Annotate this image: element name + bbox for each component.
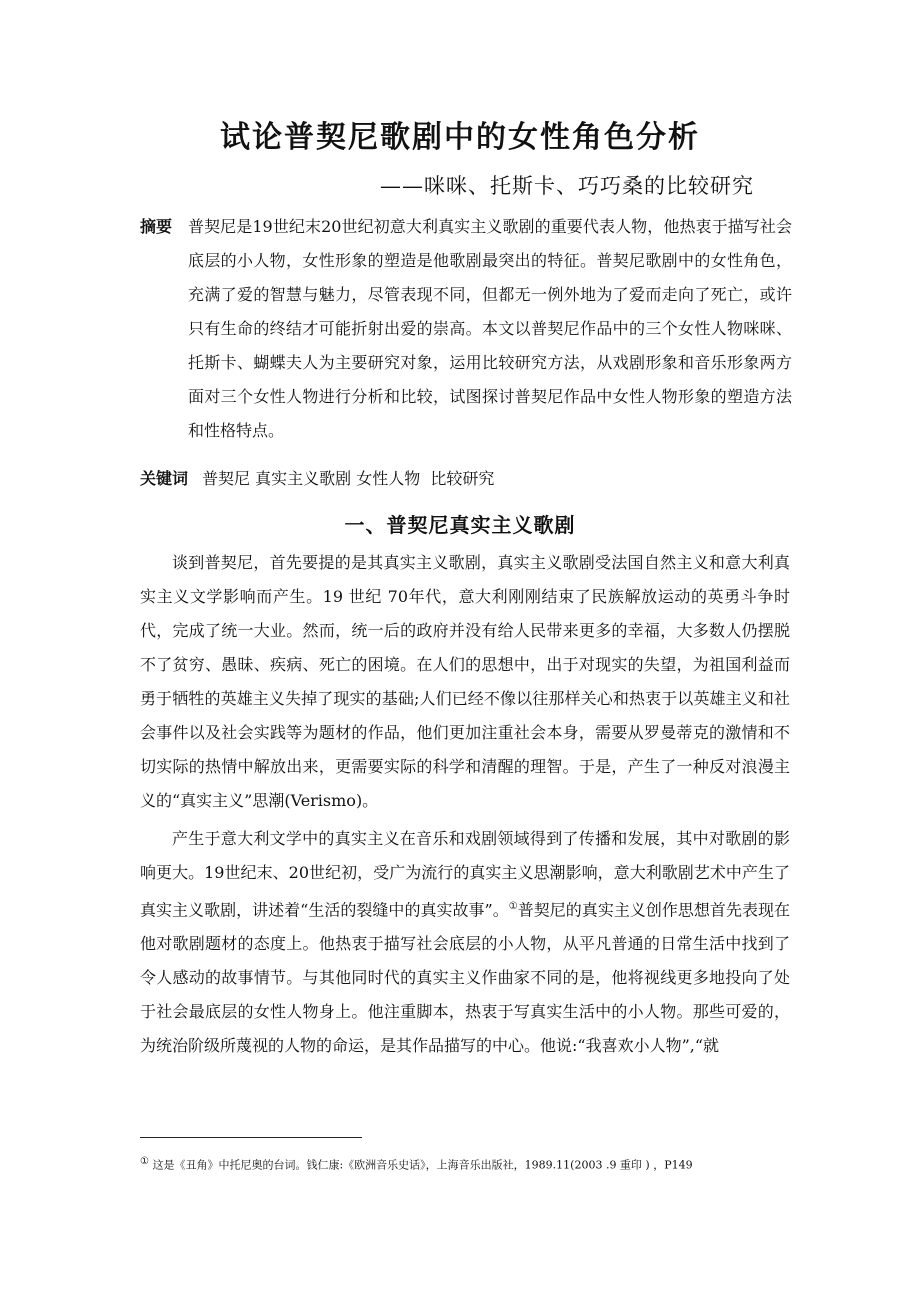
footnote xyxy=(140,1154,693,1174)
paragraph-2-part-2: 普契尼的真实主义创作思想首先表现在他对歌剧题材的态度上。他热衷于描写社会底层的小人物，从平凡普通的日常生活中找到了令人感动的故事情节。与其他同时代的真实主义作曲家不同的是，他将视线更多地投向了处于社会最底层的女性人物身上。他注重脚本，热衷于写真实生活中的小人物。那些可爱的，为统治阶级所蔑视的人物的命运，是其作品描写的中心。他说:“我喜欢小人物”,“就 xyxy=(140,900,790,1056)
paragraph-2-part-1: 产生于意大利文学中的真实主义在音乐和戏剧领域得到了传播和发展，其中对歌剧的影响更大。19世纪末、20世纪初，受广为流行的真实主义思潮影响，意大利歌剧艺术中产生了真实主义歌剧，讲述着“生活的裂缝中的真实故事”。 xyxy=(140,829,790,920)
keywords-line xyxy=(140,465,494,493)
footnote-divider xyxy=(140,1137,362,1138)
abstract-text: 普契尼是19世纪末20世纪初意大利真实主义歌剧的重要代表人物，他热衷于描写社会底层的小人物，女性形象的塑造是他歌剧最突出的特征。普契尼歌剧中的女性角色，充满了爱的智慧与魅力，尽管表现不同，但都无一例外地为了爱而走向了死亡，或许只有生命的终结才可能折射出爱的崇高。本文以普契尼作品中的三个女性人物咪咪、托斯卡、蝴蝶夫人为主要研究对象，运用比较研究方法，从戏剧形象和音乐形象两方面对三个女性人物进行分析和比较，试图探讨普契尼作品中女性人物形象的塑造方法和性格特点。 xyxy=(188,217,792,440)
footnote-reference[interactable]: ① xyxy=(508,901,518,912)
footnote-marker: ① xyxy=(140,1156,149,1167)
document-subtitle: ——咪咪、托斯卡、巧巧桑的比较研究 xyxy=(380,174,754,198)
abstract-label: 摘要 xyxy=(140,217,173,236)
body-text xyxy=(140,546,790,1067)
keywords-label: 关键词 xyxy=(140,469,189,488)
paragraph-2 xyxy=(140,822,790,1063)
section-heading: 一、普契尼真实主义歌剧 xyxy=(344,513,576,537)
abstract-block xyxy=(140,210,792,448)
keywords-text: 普契尼 真实主义歌剧 女性人物 比较研究 xyxy=(202,469,495,488)
paragraph-1: 谈到普契尼，首先要提的是其真实主义歌剧，真实主义歌剧受法国自然主义和意大利真实主义文学影响而产生。19 世纪 70年代，意大利刚刚结束了民族解放运动的英勇斗争时代，完成了统一大业。然而，统一后的政府并没有给人民带来更多的幸福，大多数人仍摆脱不了贫穷、愚昧、疾病、死亡的困境。在人们的思想中，出于对现实的失望，为祖国利益而勇于牺牲的英雄主义失掉了现实的基础;人们已经不像以往那样关心和热衷于以英雄主义和社会事件以及社会实践等为题材的作品，他们更加注重社会本身，需要从罗曼蒂克的激情和不切实际的热情中解放出来，更需要实际的科学和清醒的理智。于是，产生了一种反对浪漫主义的“真实主义”思潮(Verismo)。 xyxy=(140,553,790,810)
footnote-text: 这是《丑角》中托尼奥的台词。钱仁康:《欧洲音乐史话》，上海音乐出版社，1989.11(2003 .9 重印 ) ，P149 xyxy=(152,1158,693,1172)
document-title: 试论普契尼歌剧中的女性角色分析 xyxy=(220,120,700,155)
